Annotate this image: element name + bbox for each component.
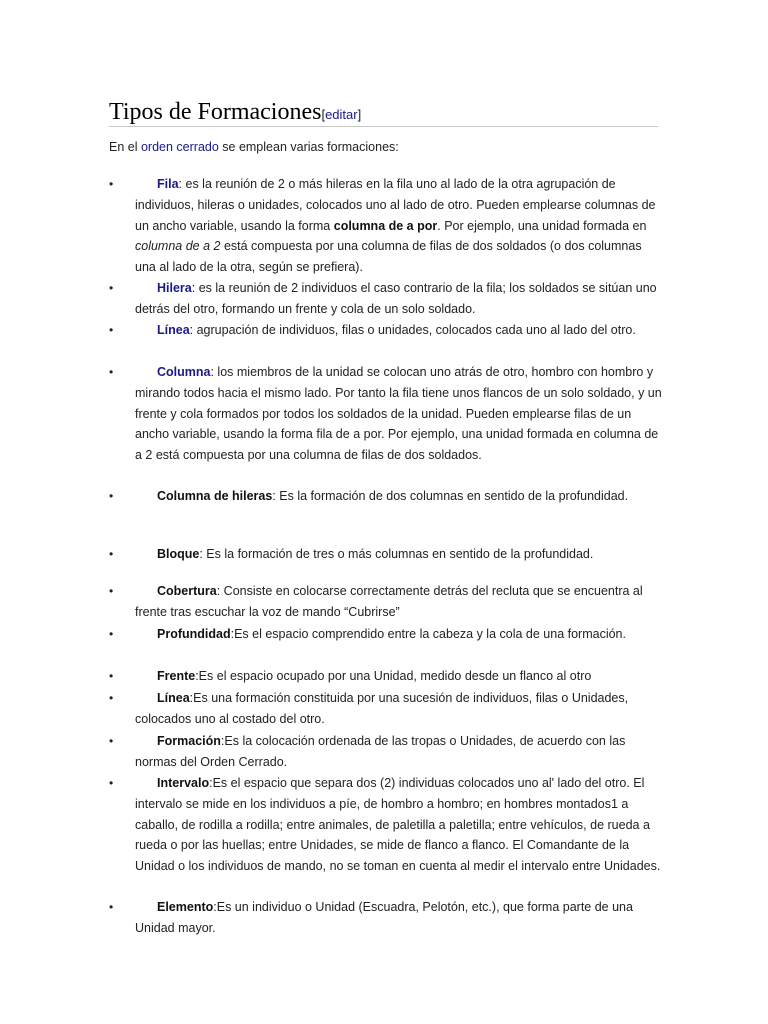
bullet-icon: •: [109, 734, 114, 748]
bullet-icon: •: [109, 547, 114, 561]
list-item-linea: [135, 320, 663, 341]
columna-text: : los miembros de la unidad se colocan uno atrás de otro, hombro con hombro y mirando todos hacia el mismo lado. Por tanto la fila tiene unos flancos de un solo soldado, y un frente y cola formados por todos los soldados de la unidad. Pueden emplearse filas de un ancho variable, usando la forma fila de a por. Por ejemplo, una unidad formada en columna de a 2 está compuesta por una columna de filas de dos soldados.: [135, 365, 662, 463]
hilera-text: : es la reunión de 2 individuos el caso contrario de la fila; los soldados se sitúan uno detrás del otro, formando un frente y cola de un solo soldado.: [135, 281, 657, 316]
fila-text-a: : es la reunión de 2 o más hileras en la fila uno al lado de la otra agrupación de individuos, hileras o unidades, colocados uno al lado de otro. Pueden emplearse columnas de un ancho variable, usando la forma: [135, 177, 656, 233]
term-bloque: Bloque: [157, 547, 200, 561]
bullet-icon: •: [109, 281, 114, 295]
list-item-intervalo: [135, 773, 663, 877]
term-columna-link[interactable]: Columna: [157, 365, 211, 379]
list-item-columna-hileras: [135, 486, 663, 507]
fila-italic-phrase: columna de a 2: [135, 239, 221, 254]
bullet-icon: •: [109, 627, 114, 641]
term-columna-hileras: Columna de hileras: [157, 489, 273, 503]
term-intervalo: Intervalo: [157, 776, 210, 790]
term-fila-link[interactable]: Fila: [157, 177, 179, 191]
list-item-frente: [135, 666, 663, 687]
list-item-bloque: [135, 544, 663, 565]
term-profundidad: Profundidad: [157, 627, 231, 641]
profundidad-text: :Es el espacio comprendido entre la cabeza y la cola de una formación.: [230, 627, 626, 641]
orden-cerrado-link[interactable]: orden cerrado: [140, 140, 219, 154]
formacion-text: :Es la colocación ordenada de las tropas o Unidades, de acuerdo con las normas del Orden Cerrado.: [135, 734, 626, 769]
fila-text-b: . Por ejemplo, una unidad formada en: [437, 218, 647, 233]
term-linea-link[interactable]: Línea: [157, 323, 190, 337]
frente-text: :Es el espacio ocupado por una Unidad, medido desde un flanco al otro: [195, 669, 592, 683]
intro-text-after: se emplean varias formaciones:: [218, 140, 399, 154]
bullet-icon: •: [109, 489, 114, 503]
bullet-icon: •: [109, 323, 114, 337]
section-title: Tipos de Formaciones: [109, 99, 322, 125]
linea-2-text: :Es una formación constituida por una sucesión de individuos, filas o Unidades, colocados uno al costado del otro.: [135, 691, 629, 726]
bullet-icon: •: [109, 365, 114, 379]
bloque-text: : Es la formación de tres o más columnas en sentido de la profundidad.: [199, 547, 594, 561]
list-item-columna: [135, 362, 663, 466]
columna-hileras-text: : Es la formación de dos columnas en sentido de la profundidad.: [272, 489, 629, 503]
term-linea-2: Línea: [157, 691, 190, 705]
linea-text: : agrupación de individuos, filas o unidades, colocados cada uno al lado del otro.: [189, 323, 636, 337]
term-hilera-link[interactable]: Hilera: [157, 281, 192, 295]
term-elemento: Elemento: [157, 900, 214, 914]
intro-text-before: En el: [109, 140, 141, 154]
edit-bracket-open: [: [321, 107, 326, 122]
list-item-linea-2: [135, 688, 663, 730]
section-heading: [109, 98, 658, 127]
bullet-icon: •: [109, 900, 114, 914]
cobertura-text: : Consiste en colocarse correctamente detrás del recluta que se encuentra al frente tras escuchar la voz de mando “Cubrirse”: [135, 584, 643, 619]
list-item-hilera: [135, 278, 663, 320]
list-item-fila: [135, 174, 663, 278]
fila-text-c: está compuesta por una columna de filas de dos soldados (o dos columnas una al lado de la otra, según se prefiera).: [135, 239, 642, 275]
list-item-formacion: [135, 731, 663, 773]
intro-paragraph: [109, 137, 669, 157]
bullet-icon: •: [109, 669, 114, 683]
list-item-profundidad: [135, 624, 663, 645]
term-cobertura: Cobertura: [157, 584, 217, 598]
bullet-icon: •: [109, 177, 114, 191]
edit-link[interactable]: editar: [325, 107, 358, 122]
bullet-icon: •: [109, 584, 114, 598]
edit-bracket-close: ]: [357, 107, 362, 122]
list-item-elemento: [135, 897, 663, 939]
bullet-icon: •: [109, 776, 114, 790]
list-item-cobertura: [135, 581, 663, 623]
term-formacion: Formación: [157, 734, 221, 748]
term-frente: Frente: [157, 669, 196, 683]
fila-bold-phrase: columna de a por: [333, 218, 438, 233]
intervalo-text: :Es el espacio que separa dos (2) individuas colocados uno al' lado del otro. El intervalo se mide en los individuos a píe, de hombro a hombro; en hombres montados1 a caballo, de rodilla a rodilla; entre animales, de paletilla a paletilla; entre vehículos, de rueda a rueda o por las huellas; entre Unidades, se mide de flanco a flanco. El Comandante de la Unidad o los individuos de mando, no se toman en cuenta al medir el intervalo entre Unidades.: [135, 776, 661, 874]
elemento-text: :Es un individuo o Unidad (Escuadra, Pelotón, etc.), que forma parte de una Unidad mayor.: [135, 900, 633, 935]
bullet-icon: •: [109, 691, 114, 705]
